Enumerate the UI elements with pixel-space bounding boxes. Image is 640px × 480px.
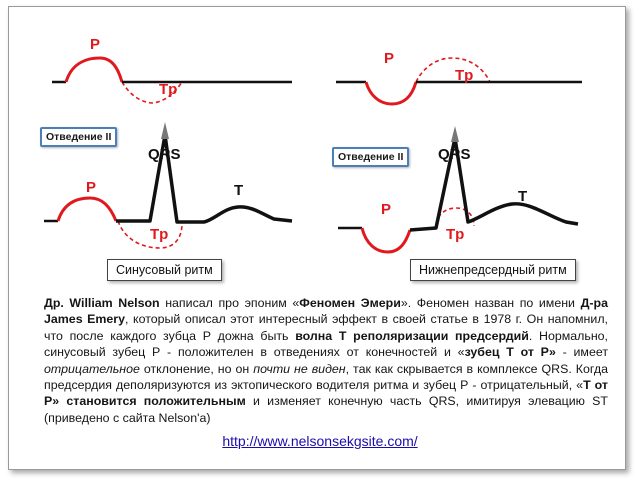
text-tp-becomes-positive: Т от Р» становится положительным — [44, 378, 608, 409]
t-label-bottom-left: T — [234, 182, 244, 199]
text-eponym: Феномен Эмери — [299, 296, 401, 310]
description-paragraph — [44, 295, 608, 426]
t-label-bottom-right: T — [518, 188, 528, 205]
source-link[interactable]: http://www.nelsonsekgsite.com/ — [222, 433, 418, 449]
text-span: и изменяет конечную часть QRS, имитируя элевацию ST (приведено с сайта Nelson'a) — [44, 394, 608, 425]
text-span: , так как скрывается в комплексе QRS. Когда предсердия деполяризуются из эктопического водителя ритма и зубец Р - отрицательный, « — [44, 361, 608, 393]
qrs-st-t-br — [410, 138, 578, 230]
text-negative: отрицательное — [44, 361, 140, 376]
tp-label-bottom-left: Tp — [150, 226, 169, 243]
text-tp-wave: зубец Т от Р» — [464, 345, 556, 360]
qrs-st-t-bl — [116, 135, 292, 222]
p-wave-positive-tl — [66, 58, 122, 82]
text-span: - имеет — [555, 345, 608, 360]
text-span: отклонение, но он — [139, 361, 254, 376]
caption-sinus-rhythm: Синусовый ритм — [107, 259, 222, 281]
text-emery: Д-ра James Emery — [44, 296, 608, 327]
text-span: ». Феномен назван по имени — [400, 296, 581, 310]
caption-low-atrial-rhythm: Нижнепредсердный ритм — [410, 259, 576, 281]
p-label-bottom-left: P — [86, 179, 97, 196]
text-span: . Нормально, синусовый зубец Р - положителен в отведениях от конечностей и « — [44, 328, 609, 360]
text-author: Др. William Nelson — [44, 296, 160, 310]
lead-label-right: Отведение II — [332, 147, 409, 167]
p-label-top-right: P — [384, 50, 395, 67]
text-barely-visible: почти не виден — [253, 361, 346, 376]
tp-label-top-right: Tp — [455, 67, 474, 84]
text-atrial-t-wave: волна Т реполяризации предсердий — [295, 328, 529, 343]
text-span: , который описал этот интересный эффект в своей статье в 1978 г. Он напомнил, что после каждого зубца Р дожна быть — [44, 312, 608, 343]
text-span: написал про эпоним « — [159, 296, 300, 310]
qrs-label-right: QRS — [438, 146, 471, 163]
p-wave-negative-tr — [366, 82, 416, 104]
qrs-peak-bl — [161, 122, 169, 139]
tp-label-top-left: Tp — [159, 81, 178, 98]
p-wave-negative-br — [362, 228, 410, 252]
p-label-bottom-right: P — [381, 201, 392, 218]
tp-wave-positive-tr — [416, 58, 490, 82]
p-wave-positive-bl — [58, 198, 116, 221]
qrs-label-left: QRS — [148, 146, 181, 163]
qrs-peak-br — [451, 126, 459, 142]
lead-label-left: Отведение II — [40, 127, 117, 147]
p-label-top-left: P — [90, 36, 101, 53]
tp-label-bottom-right: Tp — [446, 226, 465, 243]
